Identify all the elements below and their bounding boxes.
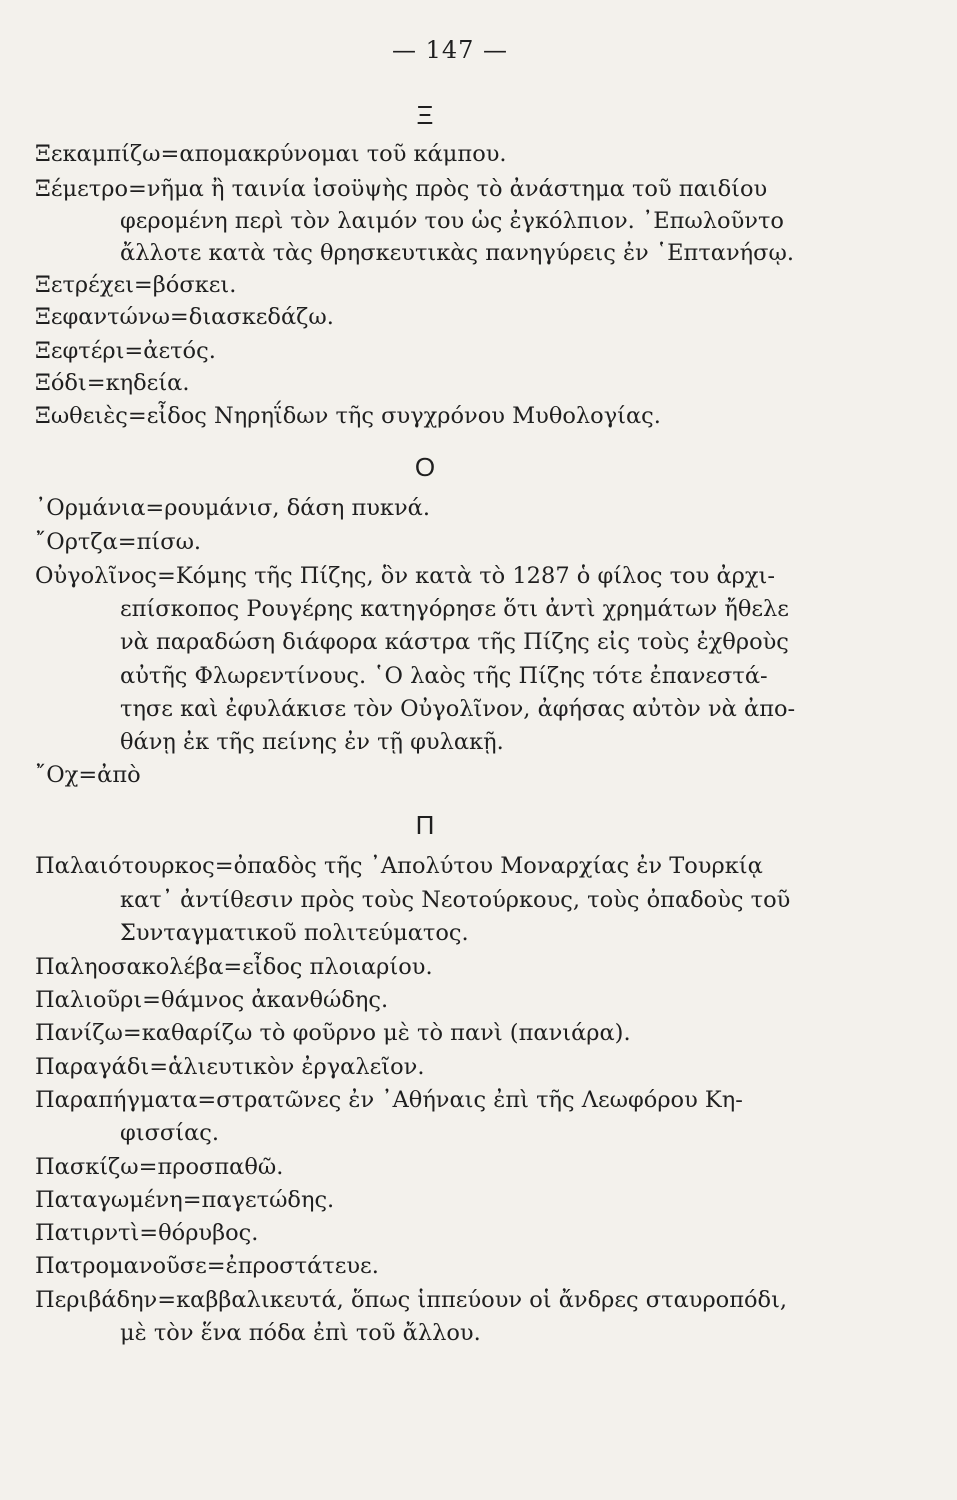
entry-line: Παταγωμένη=παγετώδης. <box>35 1187 335 1213</box>
entry-line: Παραπήγματα=στρατῶνες ἐν ᾿Αθήναις ἐπὶ τῆς Λεωφόρου Κη- <box>35 1087 743 1113</box>
entry-line: κατ᾿ ἀντίθεσιν πρὸς τοὺς Νεοτούρκους, τοὺς ὀπαδοὺς τοῦ <box>120 887 791 913</box>
entry-line: Παραγάδι=ἁλιευτικὸν ἐργαλεῖον. <box>35 1054 425 1080</box>
entry-line: επίσκοπος Ρουγέρης κατηγόρησε ὅτι ἀντὶ χρημάτων ἤθελε <box>120 596 789 622</box>
entry-line: Πατρομανοῦσε=ἐπροστάτευε. <box>35 1253 379 1279</box>
entry-line: ῎Οχ=ἀπὸ <box>35 762 141 788</box>
entry-line: θάνῃ ἐκ τῆς πείνης ἐν τῇ φυλακῇ. <box>120 729 504 755</box>
entry-line: Οὐγολῖνος=Κόμης τῆς Πίζης, ὃν κατὰ τὸ 1287 ὁ φίλος του ἀρχι- <box>35 563 775 589</box>
entry-line: φισσίας. <box>120 1120 220 1146</box>
entry-line: φερομένη περὶ τὸν λαιμόν του ὡς ἐγκόλπιον. ᾿Επωλοῦντο <box>120 208 784 234</box>
entry-line: ἄλλοτε κατὰ τὰς θρησκευτικὰς πανηγύρεις ἐν ῾Επτανήσῳ. <box>120 240 795 266</box>
entry-line: Ξετρέχει=βόσκει. <box>35 272 237 298</box>
entry-line: Ξεφτέρι=ἀετός. <box>35 338 216 364</box>
entry-line: ῎Ορτζα=πίσω. <box>35 529 202 555</box>
entry-line: Ξωθειὲς=εἶδος Νηρηΐδων τῆς συγχρόνου Μυθολογίας. <box>35 403 661 429</box>
entry-line: Ξεκαμπίζω=απομακρύνομαι τοῦ κάμπου. <box>35 141 507 167</box>
entry-line: Παλιοῦρι=θάμνος ἀκανθώδης. <box>35 987 389 1013</box>
entry-line: Πανίζω=καθαρίζω τὸ φοῦρνο μὲ τὸ πανὶ (πανιάρα). <box>35 1020 631 1046</box>
entry-line: Συνταγματικοῦ πολιτεύματος. <box>120 920 469 946</box>
entry-line: Παληοσακολέβα=εἶδος πλοιαρίου. <box>35 954 433 980</box>
entry-line: ᾿Ορμάνια=ρουμάνισ, δάση πυκνά. <box>35 495 431 521</box>
page-number: — 147 — <box>391 36 509 64</box>
entry-line: Πασκίζω=προσπαθῶ. <box>35 1154 284 1180</box>
entry-line: νὰ παραδώση διάφορα κάστρα τῆς Πίζης εἰς τοὺς ἐχθροὺς <box>120 629 789 655</box>
section-heading-pi: Π <box>415 810 435 840</box>
entry-line: Ξόδι=κηδεία. <box>35 370 190 396</box>
entry-line: Παλαιότουρκος=ὀπαδὸς τῆς ᾿Απολύτου Μοναρχίας ἐν Τουρκίᾳ <box>35 853 763 879</box>
entry-line: τησε καὶ ἐφυλάκισε τὸν Οὐγολῖνον, ἀφήσας αὐτὸν νὰ ἀπο- <box>120 696 796 722</box>
entry-line: αὐτῆς Φλωρεντίνους. ῾Ο λαὸς τῆς Πίζης τότε ἐπανεστά- <box>120 663 768 689</box>
entry-line: Περιβάδην=καββαλικευτά, ὅπως ἱππεύουν οἱ ἄνδρες σταυροπόδι, <box>35 1287 788 1313</box>
entry-line: Πατιρντὶ=θόρυβος. <box>35 1220 259 1246</box>
entry-line: Ξέμετρο=νῆμα ἢ ταινία ἰσοϋψὴς πρὸς τὸ ἀνάστημα τοῦ παιδίου <box>35 176 768 202</box>
entry-line: μὲ τὸν ἕνα πόδα ἐπὶ τοῦ ἄλλου. <box>120 1320 481 1346</box>
section-heading-omicron: Ο <box>414 452 436 482</box>
section-heading-xi: Ξ <box>416 100 434 130</box>
entry-line: Ξεφαντώνω=διασκεδάζω. <box>35 304 334 330</box>
